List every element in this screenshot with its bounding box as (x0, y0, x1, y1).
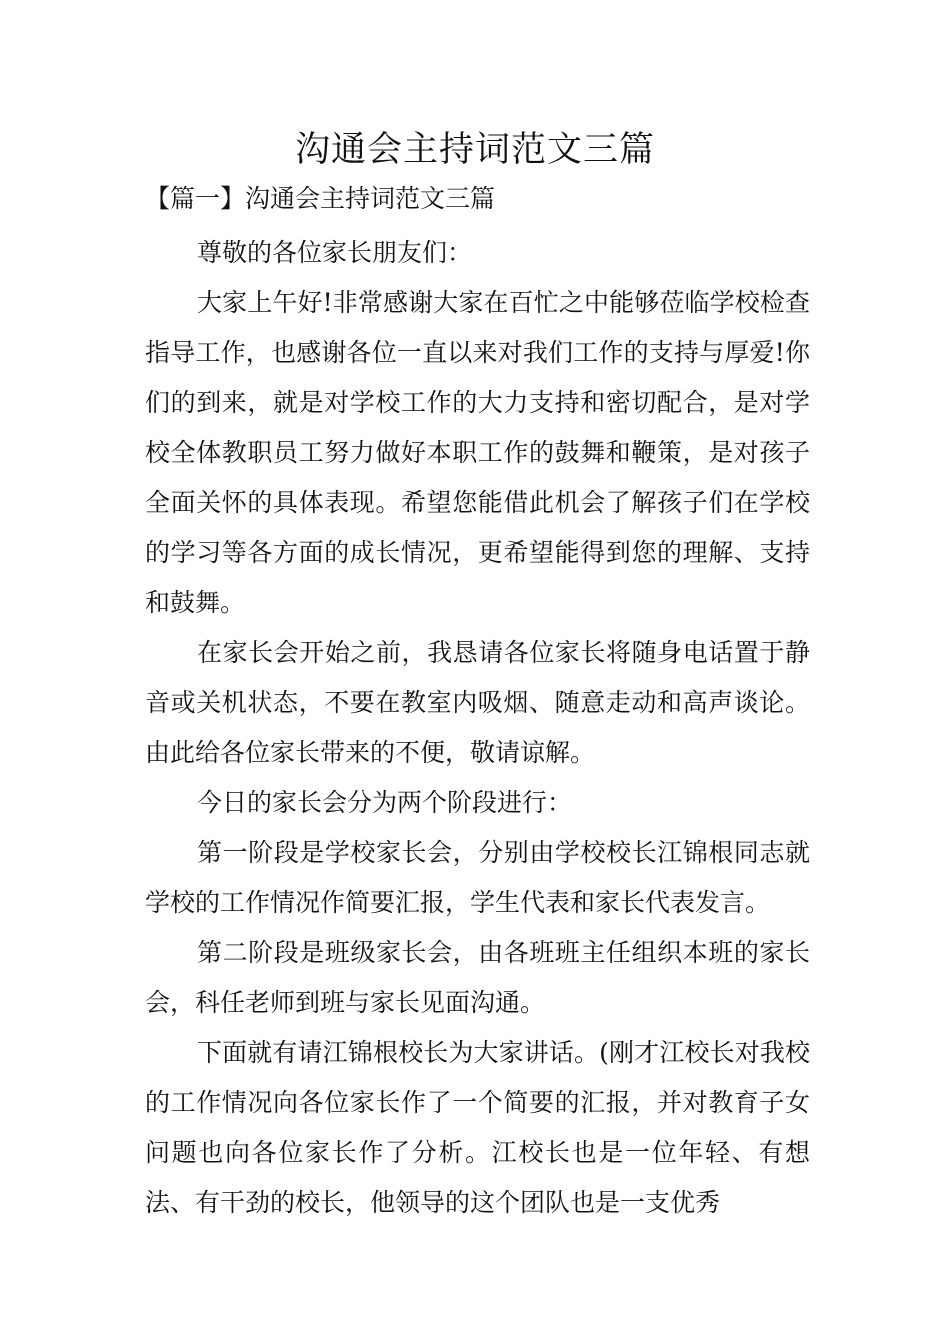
document-title: 沟通会主持词范文三篇 (294, 130, 655, 170)
paragraph-stage-one: 第一阶段是学校家长会，分别由学校校长江锦根同志就学校的工作情况作简要汇报，学生代表和家长代表发言。 (145, 838, 810, 917)
paragraph-greeting: 尊敬的各位家长朋友们： (197, 238, 473, 267)
paragraph-agenda-intro: 今日的家长会分为两个阶段进行： (197, 788, 573, 817)
section-heading: 【篇一】沟通会主持词范文三篇 (145, 184, 496, 213)
paragraph-welcome: 大家上午好!非常感谢大家在百忙之中能够莅临学校检查指导工作，也感谢各位一直以来对我们工作的支持与厚爱!你们的到来，就是对学校工作的大力支持和密切配合，是对学校全体教职员工努力做好本职工作的鼓舞和鞭策，是对孩子全面关怀的具体表现。希望您能借此机会了解孩子们在学校的学习等各方面的成长情况，更希望能得到您的理解、支持和鼓舞。 (145, 288, 810, 617)
document-body (145, 228, 810, 1228)
paragraph-request: 在家长会开始之前，我恳请各位家长将随身电话置于静音或关机状态，不要在教室内吸烟、随意走动和高声谈论。由此给各位家长带来的不便，敬请谅解。 (145, 638, 810, 767)
paragraph-stage-two: 第二阶段是班级家长会，由各班班主任组织本班的家长会，科任老师到班与家长见面沟通。 (145, 938, 810, 1017)
paragraph-principal-speech: 下面就有请江锦根校长为大家讲话。(刚才江校长对我校的工作情况向各位家长作了一个简要的汇报，并对教育子女问题也向各位家长作了分析。江校长也是一位年轻、有想法、有干劲的校长，他领导的这个团队也是一支优秀 (145, 1038, 810, 1217)
